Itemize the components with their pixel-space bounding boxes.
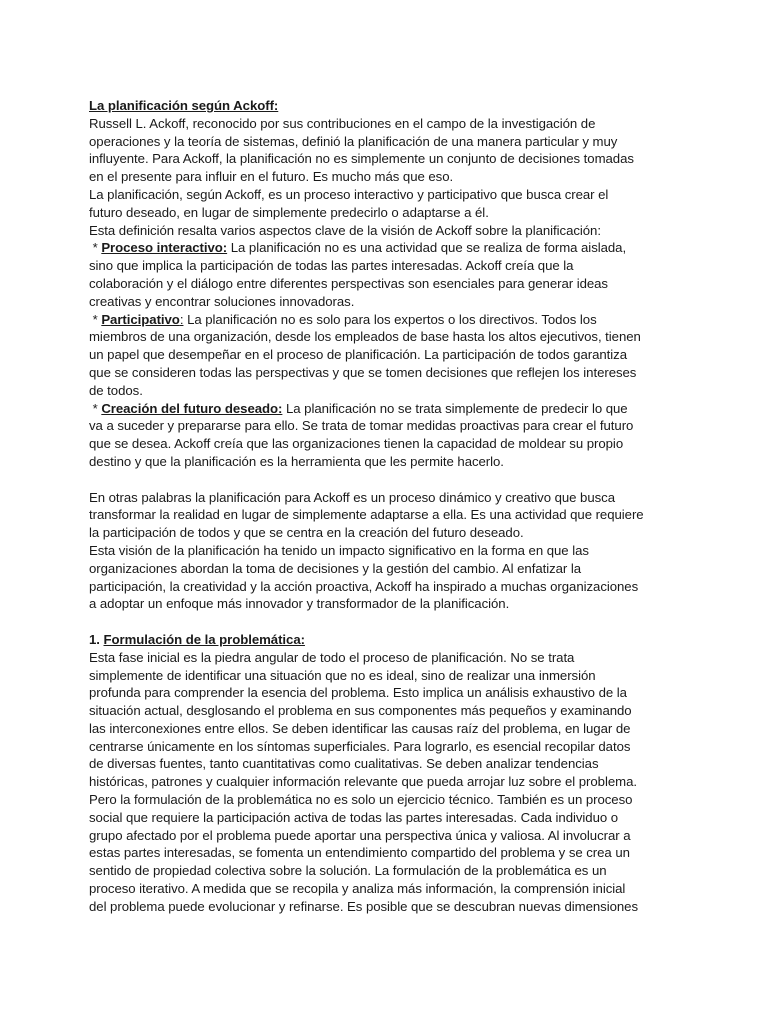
- text-line: transformar la realidad en lugar de simplemente adaptarse a ella. Es una actividad que requiere: [89, 507, 644, 523]
- text-line: miembros de una organización, desde los empleados de base hasta los altos ejecutivos, tienen: [89, 329, 641, 345]
- text-line: influyente. Para Ackoff, la planificación no es simplemente un conjunto de decisiones tomadas: [89, 151, 634, 167]
- bullet-first-line: [89, 311, 687, 329]
- text-line: a adoptar un enfoque más innovador y transformador de la planificación.: [89, 596, 510, 612]
- text-line: las interconexiones entre ellos. Se deben identificar las causas raíz del problema, en lugar de: [89, 720, 631, 736]
- text-line: Pero la formulación de la problemática no es solo un ejercicio técnico. También es un proceso: [89, 792, 633, 808]
- bullet-marker: *: [89, 240, 102, 256]
- text-line: social que requiere la participación activa de todas las partes interesadas. Cada individuo o: [89, 809, 619, 825]
- text-line: operaciones y la teoría de sistemas, definió la planificación de una manera particular y muy: [89, 133, 618, 149]
- text-line: destino y que la planificación es la herramienta que les permite hacerlo.: [89, 453, 504, 469]
- text-line: históricas, patrones y cualquier información relevante que pueda arrojar luz sobre el problema.: [89, 774, 637, 790]
- bullet-label-suffix: :: [179, 311, 184, 327]
- bullet-marker: *: [89, 311, 102, 327]
- bullet-creacion-futuro: [89, 400, 687, 471]
- bullet-label: Creación del futuro deseado:: [101, 400, 283, 416]
- paragraph-spacer: [89, 471, 687, 489]
- document-title: La planificación según Ackoff:: [89, 98, 279, 113]
- text-line: Russell L. Ackoff, reconocido por sus contribuciones en el campo de la investigación de: [89, 115, 596, 131]
- text-line: situación actual, desglosando el problema en sus componentes más pequeños y examinando: [89, 703, 632, 719]
- bullet-label: Proceso interactivo:: [101, 240, 228, 256]
- section-number: 1.: [89, 631, 104, 647]
- intro-paragraph: [89, 115, 687, 240]
- section-heading: [89, 631, 687, 649]
- bullet-participativo: [89, 311, 687, 400]
- text-line: del problema puede evolucionar y refinarse. Es posible que se descubran nuevas dimensiones: [89, 898, 638, 914]
- text-line: sentido de propiedad colectiva sobre la solución. La formulación de la problemática es un: [89, 863, 607, 879]
- text-line: Esta fase inicial es la piedra angular de todo el proceso de planificación. No se trata: [89, 649, 575, 665]
- text-line: sino que implica la participación de todas las partes interesadas. Ackoff creía que la: [89, 258, 574, 274]
- text-line: de diversas fuentes, tanto cuantitativas como cualitativas. Se deben analizar tendencias: [89, 756, 599, 772]
- bullet-first-line: [89, 400, 687, 418]
- text-line: profunda para comprender la esencia del problema. Esto implica un análisis exhaustivo de la: [89, 685, 627, 701]
- summary-paragraph: [89, 489, 687, 614]
- text-line: un papel que desempeñar en el proceso de planificación. La participación de todos garantiza: [89, 347, 627, 363]
- bullet-text: La planificación no es solo para los expertos o los directivos. Todos los: [183, 311, 597, 327]
- text-line: organizaciones abordan la toma de decisiones y la gestión del cambio. Al enfatizar la: [89, 560, 582, 576]
- text-line: grupo afectado por el problema puede aportar una perspectiva única y valiosa. Al involucrar a: [89, 827, 631, 843]
- text-line: La planificación, según Ackoff, es un proceso interactivo y participativo que busca crear el: [89, 186, 609, 202]
- paragraph-spacer: [89, 613, 687, 631]
- text-line: participación, la creatividad y la acción proactiva, Ackoff ha inspirado a muchas organizaciones: [89, 578, 639, 594]
- text-line: creativas y encontrar soluciones innovadoras.: [89, 293, 355, 309]
- bullet-text: La planificación no se trata simplemente de predecir lo que: [282, 400, 628, 416]
- text-line: va a suceder y prepararse para ello. Se trata de tomar medidas proactivas para crear el futuro: [89, 418, 634, 434]
- text-line: En otras palabras la planificación para Ackoff es un proceso dinámico y creativo que busca: [89, 489, 615, 505]
- text-line: Esta visión de la planificación ha tenido un impacto significativo en la forma en que las: [89, 542, 589, 558]
- text-line: futuro deseado, en lugar de simplemente predecirlo o adaptarse a él.: [89, 204, 489, 220]
- document-body: [89, 97, 687, 916]
- text-line: estas partes interesadas, se fomenta un entendimiento compartido del problema y se crea un: [89, 845, 630, 861]
- text-line: centrarse únicamente en los síntomas superficiales. Para lograrlo, es esencial recopilar datos: [89, 738, 631, 754]
- section-1: [89, 631, 687, 916]
- text-line: que se consideren todas las perspectivas y que se tomen decisiones que reflejen los intereses: [89, 364, 637, 380]
- bullet-first-line: [89, 239, 687, 257]
- text-line: la participación de todos y que se centra en la creación del futuro deseado.: [89, 525, 524, 541]
- text-line: Esta definición resalta varios aspectos clave de la visión de Ackoff sobre la planificación:: [89, 222, 601, 238]
- text-line: que se desea. Ackoff creía que las organizaciones tienen la capacidad de moldear su propio: [89, 436, 624, 452]
- text-line: en el presente para influir en el futuro. Es mucho más que eso.: [89, 169, 454, 185]
- text-line: de todos.: [89, 382, 143, 398]
- text-line: simplemente de identificar una situación que no es ideal, sino de realizar una inmersión: [89, 667, 596, 683]
- text-line: proceso iterativo. A medida que se recopila y analiza más información, la comprensión inicial: [89, 881, 626, 897]
- bullet-marker: *: [89, 400, 102, 416]
- bullet-proceso-interactivo: [89, 239, 687, 310]
- bullet-label: Participativo: [101, 311, 180, 327]
- section-title: Formulación de la problemática:: [103, 631, 305, 647]
- text-line: colaboración y el diálogo entre diferentes perspectivas son esenciales para generar ideas: [89, 275, 608, 291]
- bullet-text: La planificación no es una actividad que se realiza de forma aislada,: [227, 240, 627, 256]
